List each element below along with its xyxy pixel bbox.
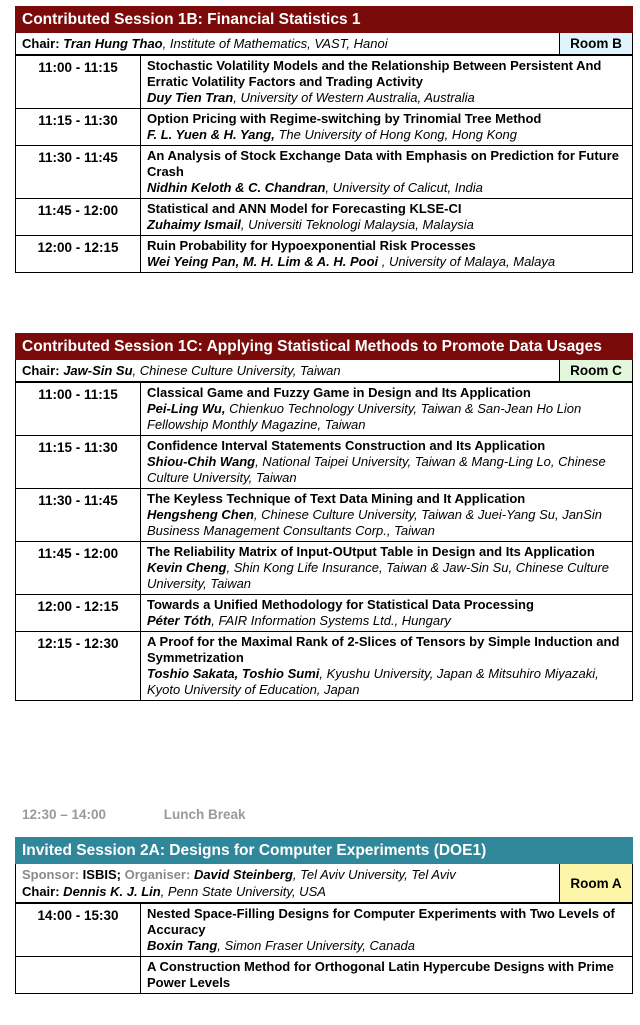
chair-row	[15, 360, 633, 382]
chair-name: Tran Hung Thao	[63, 36, 163, 51]
talk-time: 11:00 - 11:15	[16, 383, 141, 436]
talk-title: Nested Space-Filling Designs for Computer Experiments with Two Levels of Accuracy	[147, 906, 615, 937]
talk-table	[15, 903, 633, 994]
room-badge: Room C	[559, 360, 632, 381]
talk-authors-line	[147, 90, 626, 106]
talk-time: 12:15 - 12:30	[16, 632, 141, 701]
talk-authors-line	[147, 127, 626, 143]
chair-label: Chair:	[22, 36, 60, 51]
lunch-label: Lunch Break	[163, 807, 246, 822]
talk-authors-line	[147, 666, 626, 698]
chair-row	[15, 864, 633, 903]
talk-authors: Shiou-Chih Wang	[147, 454, 256, 469]
talk-row	[16, 904, 633, 957]
talk-affiliation: , Shin Kong Life Insurance, Taiwan & Jaw-Sin Su, Chinese Culture University, Taiwan	[147, 560, 609, 591]
talk-authors-line	[147, 560, 626, 592]
talk-row	[16, 489, 633, 542]
talk-authors: Kevin Cheng	[147, 560, 227, 575]
talk-affiliation: , FAIR Information Systems Ltd., Hungary	[211, 613, 451, 628]
talk-title: An Analysis of Stock Exchange Data with Emphasis on Prediction for Future Crash	[147, 148, 619, 179]
talk-row	[16, 109, 633, 146]
chair-info	[16, 33, 559, 54]
talk-affiliation: , Simon Fraser University, Canada	[217, 938, 416, 953]
talk-affiliation: The University of Hong Kong, Hong Kong	[274, 127, 517, 142]
chair-info	[16, 864, 559, 902]
talk-time: 12:00 - 12:15	[16, 595, 141, 632]
talk-title: Stochastic Volatility Models and the Relationship Between Persistent And Erratic Volatility Factors and Trading Activity	[147, 58, 602, 89]
talk-time: 11:00 - 11:15	[16, 56, 141, 109]
talk-row	[16, 632, 633, 701]
session-title: Contributed Session 1C: Applying Statistical Methods to Promote Data Usages	[15, 333, 633, 360]
chair-row	[15, 33, 633, 55]
chair-affiliation: , Chinese Culture University, Taiwan	[132, 363, 341, 378]
talk-authors: Nidhin Keloth & C. Chandran	[147, 180, 326, 195]
talk-authors-line	[147, 507, 626, 539]
talk-cell	[141, 595, 633, 632]
talk-authors: F. L. Yuen & H. Yang,	[147, 127, 275, 142]
talk-authors: Boxin Tang	[147, 938, 218, 953]
talk-authors: Wei Yeing Pan, M. H. Lim & A. H. Pooi	[147, 254, 379, 269]
talk-authors: Toshio Sakata, Toshio Sumi	[147, 666, 320, 681]
talk-cell	[141, 199, 633, 236]
chair-affiliation: , Penn State University, USA	[160, 884, 326, 899]
session-2a	[15, 837, 633, 994]
talk-authors-line	[147, 938, 626, 954]
talk-cell	[141, 383, 633, 436]
talk-time: 11:45 - 12:00	[16, 199, 141, 236]
talk-row	[16, 957, 633, 994]
talk-authors-line	[147, 217, 626, 233]
organiser-name: David Steinberg	[190, 867, 293, 882]
talk-title: Classical Game and Fuzzy Game in Design and Its Application	[147, 385, 531, 400]
talk-row	[16, 56, 633, 109]
talk-title: A Construction Method for Orthogonal Latin Hypercube Designs with Prime Power Levels	[147, 959, 614, 990]
talk-row	[16, 383, 633, 436]
talk-title: Confidence Interval Statements Construction and Its Application	[147, 438, 546, 453]
lunch-break	[22, 807, 246, 822]
talk-title: Option Pricing with Regime-switching by Trinomial Tree Method	[147, 111, 542, 126]
talk-title: The Reliability Matrix of Input-OUtput Table in Design and Its Application	[147, 544, 595, 559]
chair-label: Chair:	[22, 363, 60, 378]
room-badge: Room B	[559, 33, 632, 54]
talk-authors-line	[147, 613, 626, 629]
talk-authors: Hengsheng Chen	[147, 507, 254, 522]
talk-time: 11:15 - 11:30	[16, 109, 141, 146]
talk-cell	[141, 56, 633, 109]
talk-cell	[141, 436, 633, 489]
session-1b	[15, 6, 633, 273]
talk-row	[16, 436, 633, 489]
talk-authors-line	[147, 454, 626, 486]
chair-line	[22, 883, 553, 900]
sponsor-name: ISBIS;	[79, 867, 121, 882]
talk-time: 11:30 - 11:45	[16, 146, 141, 199]
talk-affiliation: , National Taipei University, Taiwan & Mang-Ling Lo, Chinese Culture University, Taiwan	[147, 454, 606, 485]
talk-affiliation: , Chinese Culture University, Taiwan & Juei-Yang Su, JanSin Business Management Consultants Corp., Taiwan	[147, 507, 602, 538]
talk-row	[16, 595, 633, 632]
talk-affiliation: , University of Malaya, Malaya	[378, 254, 556, 269]
talk-title: The Keyless Technique of Text Data Mining and It Application	[147, 491, 526, 506]
talk-time: 11:30 - 11:45	[16, 489, 141, 542]
talk-affiliation: , University of Western Australia, Australia	[233, 90, 475, 105]
talk-cell	[141, 236, 633, 273]
room-badge: Room A	[559, 864, 632, 902]
chair-label: Chair:	[22, 884, 60, 899]
talk-authors-line	[147, 401, 626, 433]
talk-time: 12:00 - 12:15	[16, 236, 141, 273]
sponsor-label: Sponsor:	[22, 867, 80, 882]
talk-authors: Zuhaimy Ismail	[147, 217, 241, 232]
talk-time: 11:15 - 11:30	[16, 436, 141, 489]
organiser-affiliation: , Tel Aviv University, Tel Aviv	[292, 867, 456, 882]
chair-name: Jaw-Sin Su	[63, 363, 133, 378]
chair-info	[16, 360, 559, 381]
talk-affiliation: , University of Calicut, India	[325, 180, 483, 195]
talk-row	[16, 236, 633, 273]
talk-authors: Péter Tóth	[147, 613, 212, 628]
lunch-time: 12:30 – 14:00	[22, 807, 107, 822]
organiser-label: Organiser:	[120, 867, 191, 882]
talk-affiliation: , Kyushu University, Japan & Mitsuhiro Miyazaki, Kyoto University of Education, Japan	[147, 666, 599, 697]
talk-time	[16, 957, 141, 994]
session-title: Contributed Session 1B: Financial Statistics 1	[15, 6, 633, 33]
talk-cell	[141, 109, 633, 146]
talk-cell	[141, 489, 633, 542]
chair-name: Dennis K. J. Lin	[59, 884, 161, 899]
talk-authors: Duy Tien Tran	[147, 90, 234, 105]
talk-row	[16, 542, 633, 595]
session-title: Invited Session 2A: Designs for Computer Experiments (DOE1)	[15, 837, 633, 864]
talk-row	[16, 146, 633, 199]
talk-authors: Pei-Ling Wu,	[147, 401, 226, 416]
talk-title: Towards a Unified Methodology for Statistical Data Processing	[147, 597, 534, 612]
talk-title: A Proof for the Maximal Rank of 2-Slices of Tensors by Simple Induction and Symmetrization	[147, 634, 620, 665]
talk-affiliation: , Universiti Teknologi Malaysia, Malaysia	[240, 217, 474, 232]
sponsor-line	[22, 866, 553, 883]
talk-affiliation: Chienkuo Technology University, Taiwan & San-Jean Ho Lion Fellowship Monthly Magazine, Taiwan	[147, 401, 582, 432]
talk-time: 14:00 - 15:30	[16, 904, 141, 957]
talk-cell	[141, 904, 633, 957]
talk-cell	[141, 632, 633, 701]
talk-authors-line	[147, 254, 626, 270]
talk-cell	[141, 957, 633, 994]
talk-title: Statistical and ANN Model for Forecasting KLSE-CI	[147, 201, 462, 216]
talk-time: 11:45 - 12:00	[16, 542, 141, 595]
talk-table	[15, 382, 633, 701]
chair-affiliation: , Institute of Mathematics, VAST, Hanoi	[162, 36, 388, 51]
talk-cell	[141, 542, 633, 595]
session-1c	[15, 333, 633, 701]
talk-cell	[141, 146, 633, 199]
talk-title: Ruin Probability for Hypoexponential Risk Processes	[147, 238, 476, 253]
talk-table	[15, 55, 633, 273]
talk-row	[16, 199, 633, 236]
talk-authors-line	[147, 180, 626, 196]
